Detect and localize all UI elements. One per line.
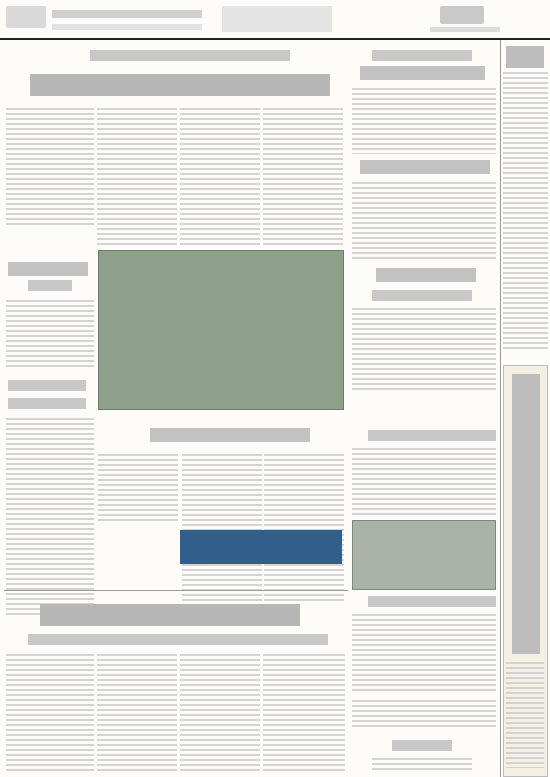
housing-body [6,418,94,618]
notice-heading [506,46,544,68]
congress-banner [180,530,342,564]
broadcast-headline [150,428,310,442]
article-right-5-body [352,614,496,694]
lead-headline [30,74,330,96]
bottom-feature-headline [40,604,300,626]
article-right-6-body [372,758,472,772]
vegetable-market-photo [98,250,344,410]
article-right-4-body [352,448,496,518]
photo-caption [352,700,496,728]
notice-list [503,72,548,352]
page-number-badge [6,6,46,28]
bottom-feature-rule [4,590,348,591]
housing-headline [8,380,86,391]
bottom-body-col-1 [6,654,94,772]
article-right-1-kicker [372,50,472,61]
lead-body-col-3 [180,108,260,248]
ad-contact-lines [506,662,544,768]
broadcast-body-col-3 [264,454,344,604]
lead-body-col-2 [97,108,177,248]
housing-subhead [8,398,86,409]
article-right-2-headline [360,160,490,174]
broadcast-body-col-2 [182,454,262,604]
editor-credits-line [52,24,202,30]
newspaper-logo [440,6,484,24]
bottom-body-col-2 [97,654,177,772]
section-title [222,6,332,32]
article-right-6-headline [392,740,452,751]
market-body [6,300,94,370]
market-subhead [28,280,72,291]
lead-body-col-1 [6,108,94,228]
logo-subline [430,27,500,32]
article-right-3-headline [376,268,476,282]
ad-vertical-title [512,374,540,654]
article-right-1-headline [360,66,485,80]
bottom-body-col-3 [180,654,260,772]
lead-body-col-4 [263,108,343,248]
lead-subheads [90,50,290,61]
article-right-2-body [352,182,496,260]
market-headline [8,262,88,276]
article-right-1-body [352,88,496,154]
issue-date-line [52,10,202,18]
article-right-4-headline [368,430,496,441]
article-right-3-body [352,308,496,392]
dance-photo [352,520,496,590]
bottom-body-col-4 [263,654,345,772]
broadcast-byline [98,454,178,524]
bottom-feature-subheads [28,634,328,645]
article-right-3-subhead [372,290,472,301]
article-right-5-headline [368,596,496,607]
